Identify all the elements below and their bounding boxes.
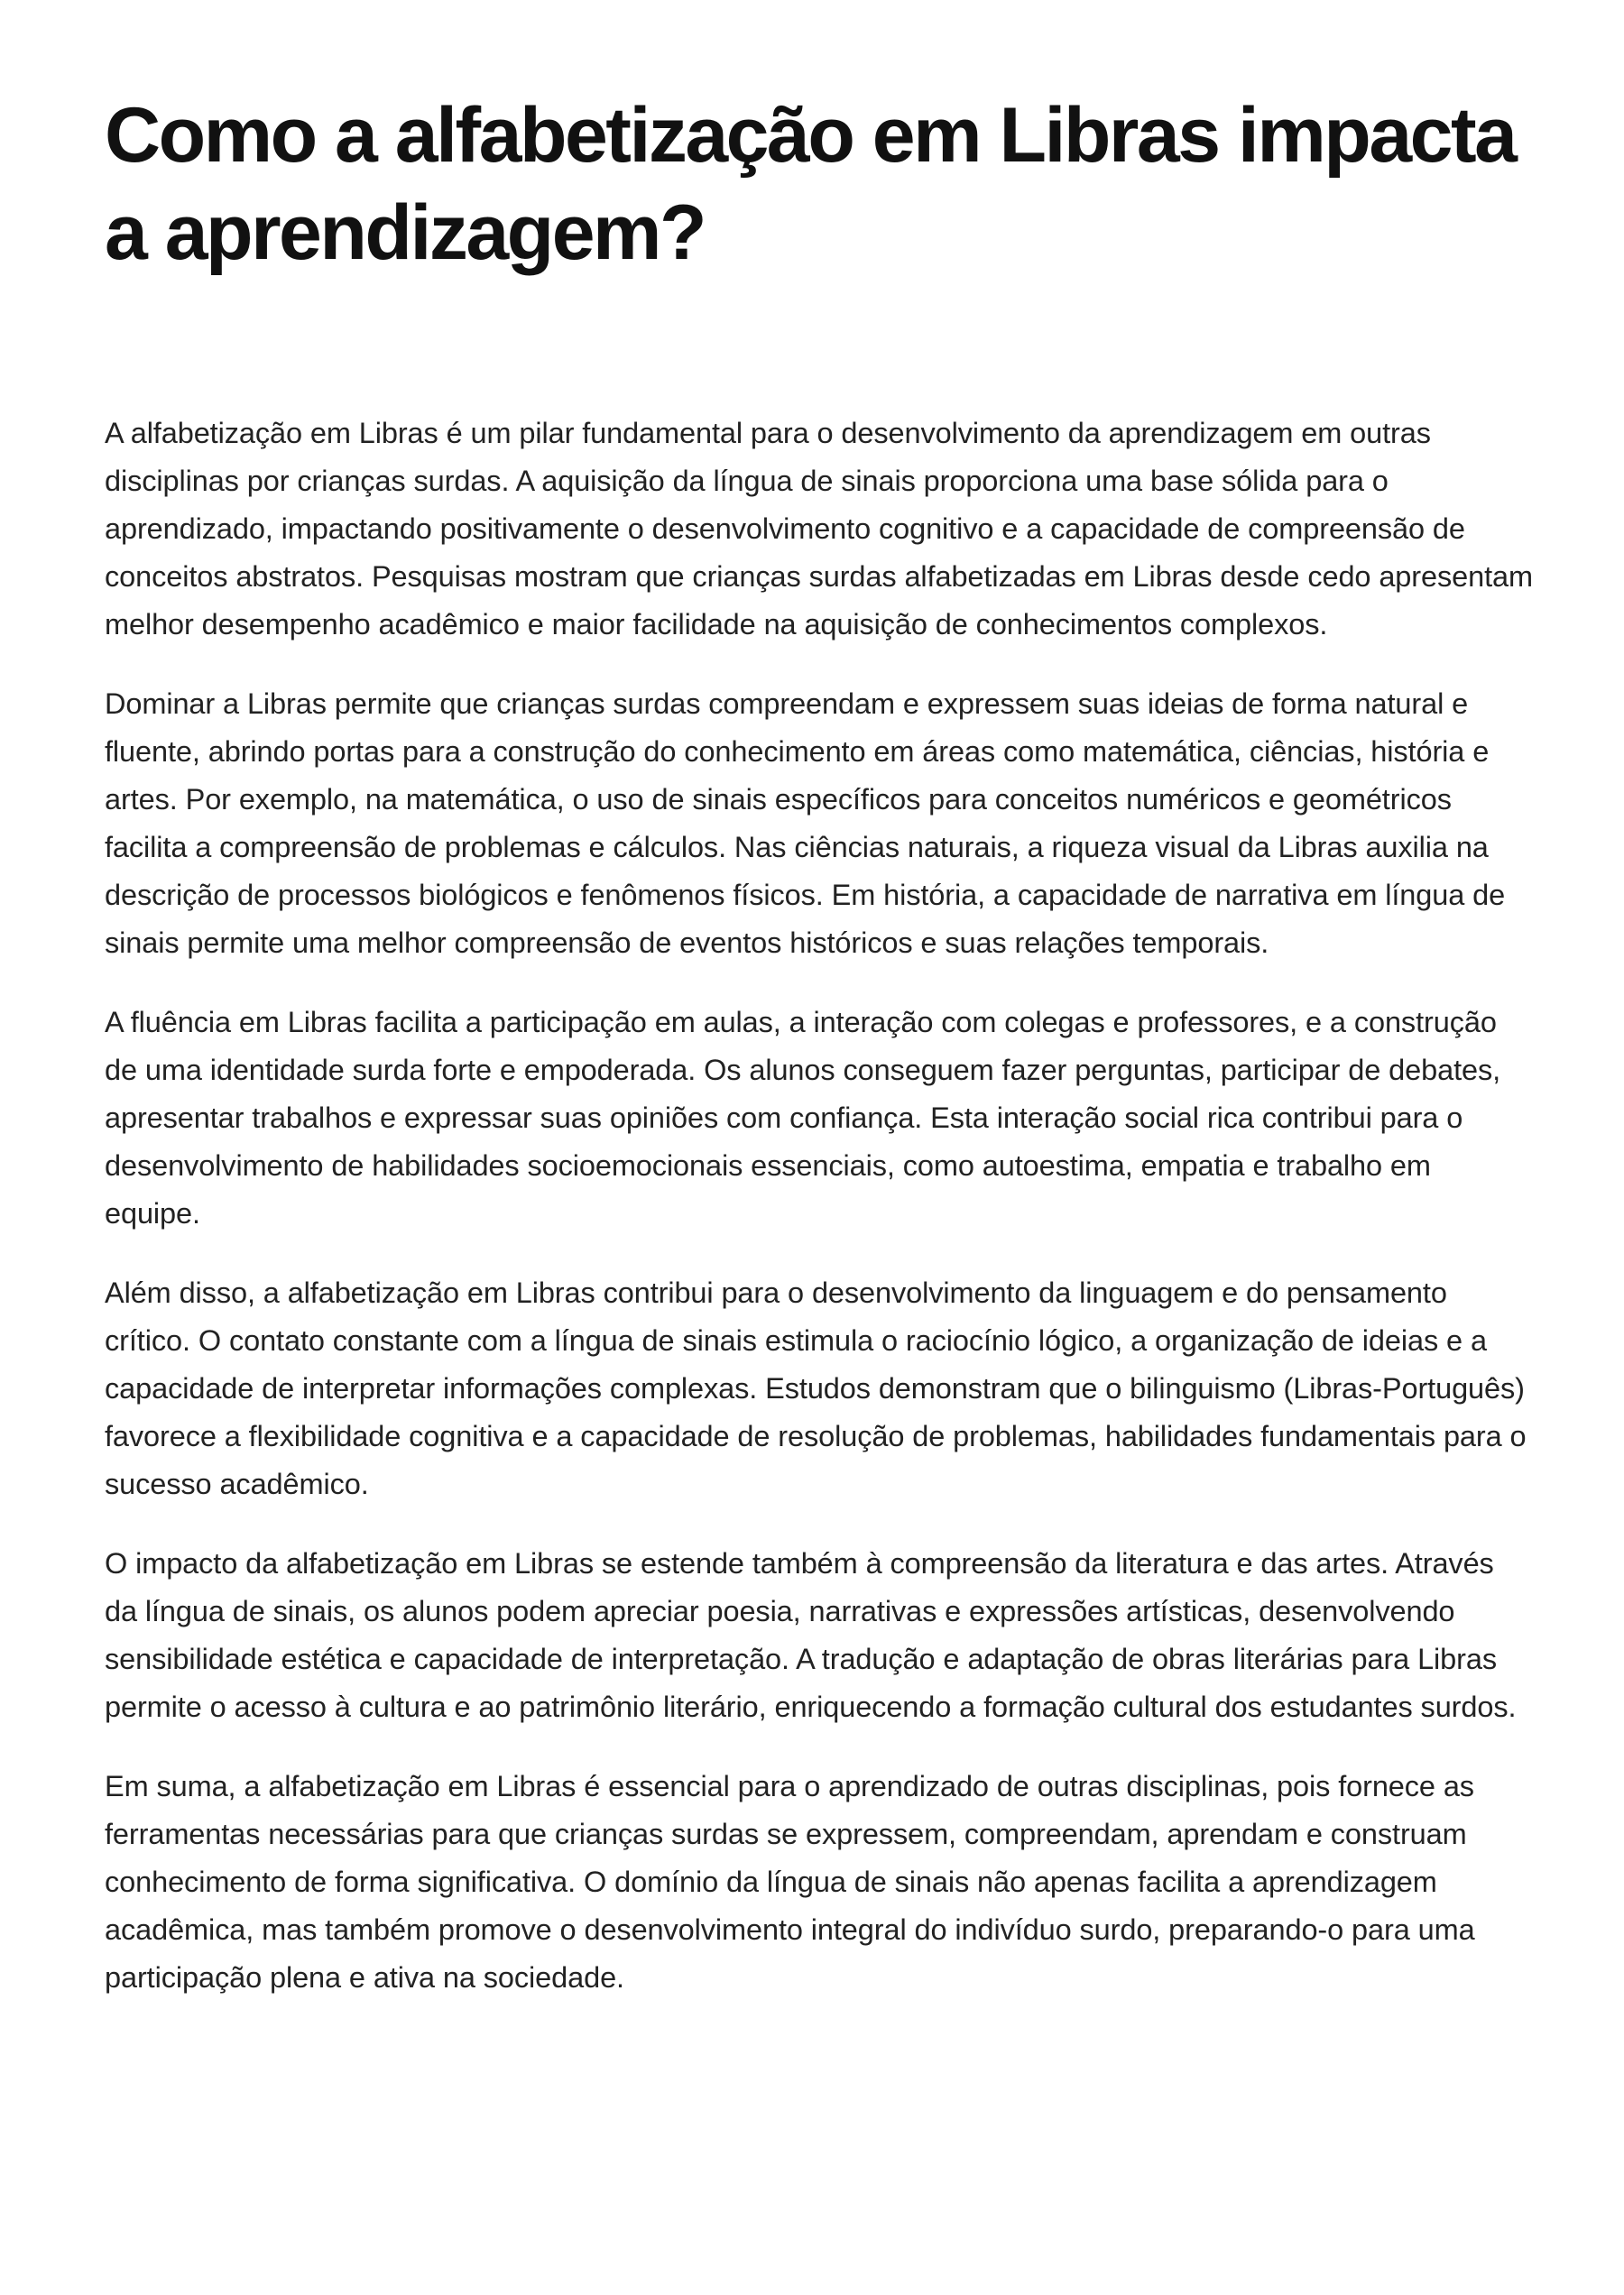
document-title: Como a alfabetização em Libras impacta a aprendizagem?: [105, 92, 1516, 276]
document-page: [105, 87, 1534, 2033]
paragraph-2: Dominar a Libras permite que crianças surdas compreendam e expressem suas ideias de forma natural e fluente, abrindo portas para a construção do conhecimento em áreas como matemática, ciências, história e artes. Por exemplo, na matemática, o uso de sinais específicos para conceitos numéricos e geométricos facilita a compreensão de problemas e cálculos. Nas ciências naturais, a riqueza visual da Libras auxilia na descrição de processos biológicos e fenômenos físicos. Em história, a capacidade de narrativa em língua de sinais permite uma melhor compreensão de eventos históricos e suas relações temporais.: [105, 687, 1506, 959]
paragraph-5: O impacto da alfabetização em Libras se estende também à compreensão da literatura e das artes. Através da língua de sinais, os alunos podem apreciar poesia, narrativas e expressões artísticas, desenvolvendo sensibilidade estética e capacidade de interpretação. A tradução e adaptação de obras literárias para Libras permite o acesso à cultura e ao patrimônio literário, enriquecendo a formação cultural dos estudantes surdos.: [105, 1547, 1517, 1723]
paragraph-3: A fluência em Libras facilita a participação em aulas, a interação com colegas e professores, e a construção de uma identidade surda forte e empoderada. Os alunos conseguem fazer perguntas, participar de debates, apresentar trabalhos e expressar suas opiniões com confiança. Esta interação social rica contribui para o desenvolvimento de habilidades socioemocionais essenciais, como autoestima, empatia e trabalho em equipe.: [105, 1006, 1501, 1230]
document-body: [105, 410, 1534, 2002]
paragraph-6: Em suma, a alfabetização em Libras é essencial para o aprendizado de outras disciplinas, pois fornece as ferramentas necessárias para que crianças surdas se expressem, compreendam, aprendam e construam conhecimento de forma significativa. O domínio da língua de sinais não apenas facilita a aprendizagem acadêmica, mas também promove o desenvolvimento integral do indivíduo surdo, preparando-o para uma participação plena e ativa na sociedade.: [105, 1770, 1475, 1994]
paragraph-4: Além disso, a alfabetização em Libras contribui para o desenvolvimento da linguagem e do pensamento crítico. O contato constante com a língua de sinais estimula o raciocínio lógico, a organização de ideias e a capacidade de interpretar informações complexas. Estudos demonstram que o bilinguismo (Libras-Português) favorece a flexibilidade cognitiva e a capacidade de resolução de problemas, habilidades fundamentais para o sucesso acadêmico.: [105, 1277, 1527, 1500]
paragraph-1: A alfabetização em Libras é um pilar fundamental para o desenvolvimento da aprendizagem em outras disciplinas por crianças surdas. A aquisição da língua de sinais proporciona uma base sólida para o aprendizado, impactando positivamente o desenvolvimento cognitivo e a capacidade de compreensão de conceitos abstratos. Pesquisas mostram que crianças surdas alfabetizadas em Libras desde cedo apresentam melhor desempenho acadêmico e maior facilidade na aquisição de conhecimentos complexos.: [105, 417, 1533, 641]
